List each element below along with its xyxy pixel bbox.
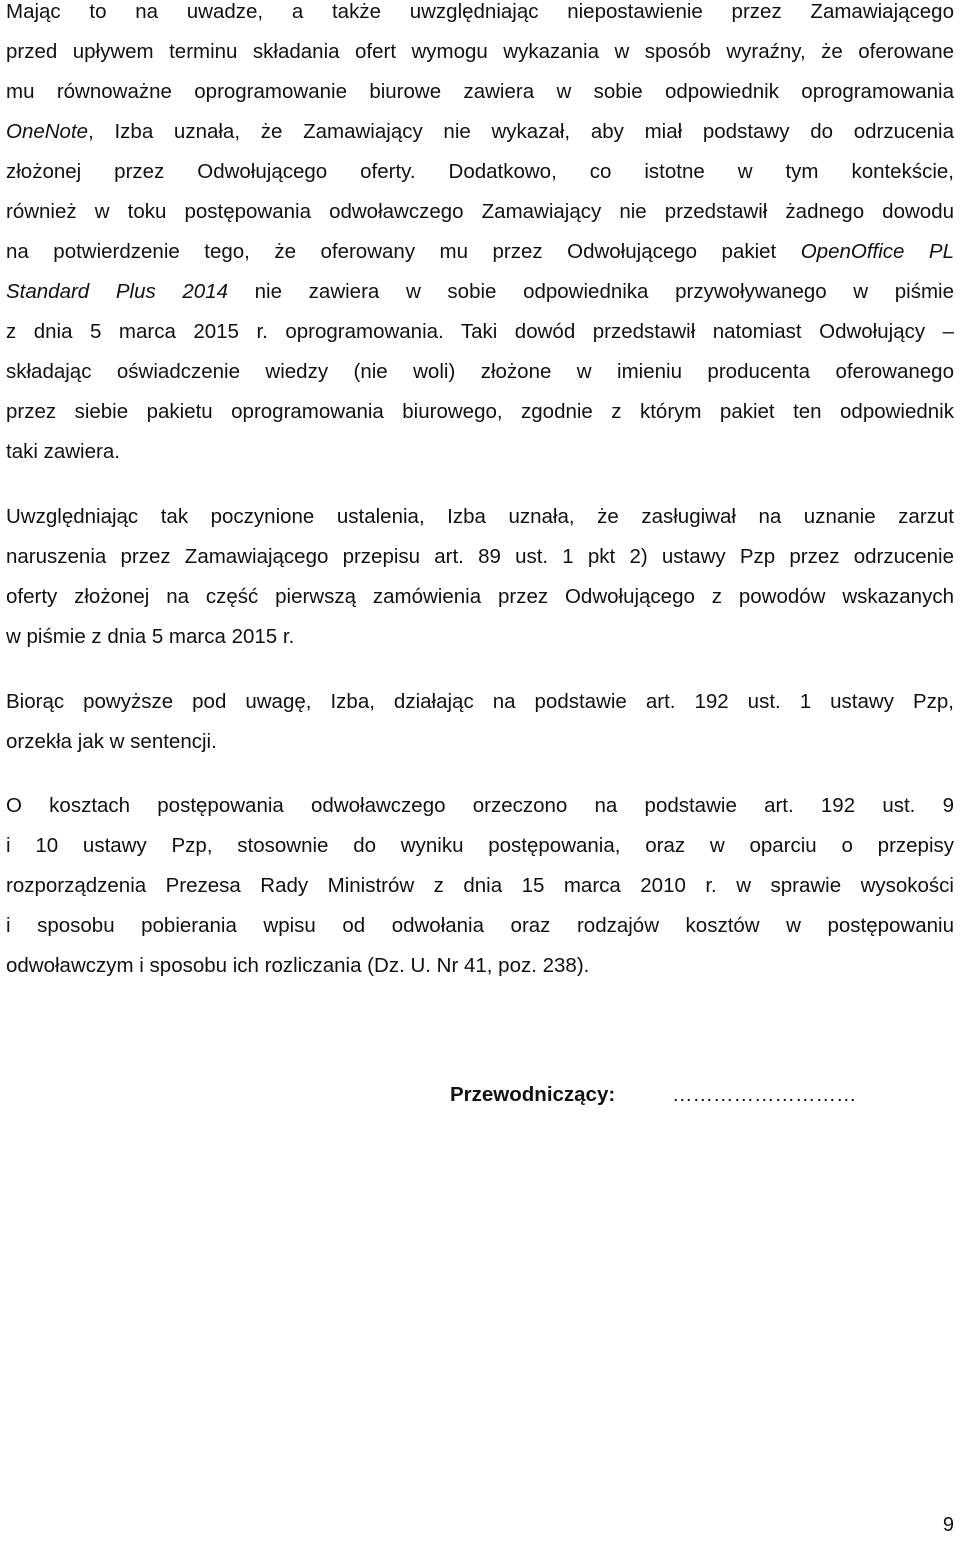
text-segment: , Izba uznała, że Zamawiający nie wykazał, aby miał podstawy do odrzucenia [88,120,954,143]
text-line: składając oświadczenie wiedzy (nie woli) złożone w imieniu producenta oferowanego [6,360,954,383]
paragraph-costs [6,786,954,986]
text-line: złożonej przez Odwołującego oferty. Dodatkowo, co istotne w tym kontekście, [6,160,954,183]
text-segment: na potwierdzenie tego, że oferowany mu przez Odwołującego pakiet [6,240,801,263]
text-line: Uwzględniając tak poczynione ustalenia, Izba uznała, że zasługiwał na uznanie zarzut [6,505,954,528]
text-line: naruszenia przez Zamawiającego przepisu art. 89 ust. 1 pkt 2) ustawy Pzp przez odrzucenie [6,545,954,568]
signature-block [450,1080,857,1110]
text-line: i 10 ustawy Pzp, stosownie do wyniku postępowania, oraz w oparciu o przepisy [6,834,954,857]
paragraph-conclusion [6,497,954,657]
text-line: i sposobu pobierania wpisu od odwołania oraz rodzajów kosztów w postępowaniu [6,914,954,937]
text-line: oferty złożonej na część pierwszą zamówienia przez Odwołującego z powodów wskazanych [6,585,954,608]
text-segment: nie zawiera w sobie odpowiednika przywoływanego w piśmie [228,280,954,303]
text-line: O kosztach postępowania odwoławczego orzeczono na podstawie art. 192 ust. 9 [6,794,954,817]
text-line: również w toku postępowania odwoławczego Zamawiający nie przedstawił żadnego dowodu [6,200,954,223]
text-line: rozporządzenia Prezesa Rady Ministrów z dnia 15 marca 2010 r. w sprawie wysokości [6,874,954,897]
text-line: przed upływem terminu składania ofert wymogu wykazania w sposób wyraźny, że oferowane [6,40,954,63]
text-line: w piśmie z dnia 5 marca 2015 r. [6,625,295,648]
text-line: taki zawiera. [6,440,120,463]
text-line: Mając to na uwadze, a także uwzględniając niepostawienie przez Zamawiającego [6,0,954,23]
text-line: Biorąc powyższe pod uwagę, Izba, działając na podstawie art. 192 ust. 1 ustawy Pzp, [6,690,954,713]
paragraph-ruling [6,682,954,762]
text-line [6,112,954,152]
text-line: odwoławczym i sposobu ich rozliczania (Dz. U. Nr 41, poz. 238). [6,954,590,977]
text-line: mu równoważne oprogramowanie biurowe zawiera w sobie odpowiednik oprogramowania [6,80,954,103]
text-line: przez siebie pakietu oprogramowania biurowego, zgodnie z którym pakiet ten odpowiednik [6,400,954,423]
text-line [6,232,954,272]
page-number: 9 [942,1514,954,1536]
italic-term: OneNote [6,120,89,143]
text-line [6,272,954,312]
text-line: z dnia 5 marca 2015 r. oprogramowania. Taki dowód przedstawił natomiast Odwołujący – [6,320,954,343]
signature-label: Przewodniczący: [450,1083,616,1106]
signature-line: ……………………… [672,1083,857,1106]
text-line: orzekła jak w sentencji. [6,730,217,753]
italic-term: OpenOffice PL [800,240,954,263]
paragraph-reasoning [6,0,954,472]
italic-term: Standard Plus 2014 [6,280,228,303]
